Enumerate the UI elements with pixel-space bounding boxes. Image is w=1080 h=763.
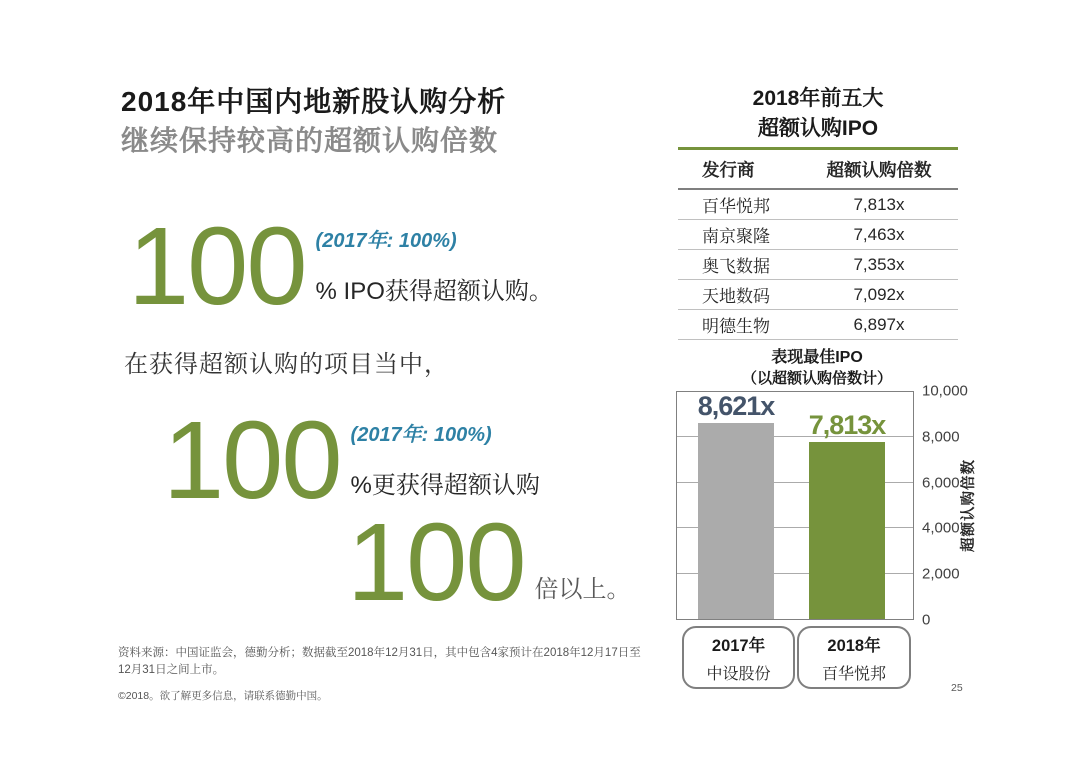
- issuer-cell: 奥飞数据: [702, 257, 770, 276]
- y-tick: 8,000: [922, 428, 960, 446]
- stat-suffix: %更获得超额认购: [350, 472, 540, 499]
- y-tick: 10,000: [922, 382, 968, 400]
- top5-oversubscription-table: [678, 147, 958, 340]
- table-title: [678, 84, 958, 144]
- category-year: 2017年: [711, 636, 766, 655]
- stat-value: 100: [163, 399, 341, 522]
- table-row: [678, 310, 958, 340]
- y-tick: 4,000: [922, 519, 960, 537]
- issuer-cell: 天地数码: [702, 287, 770, 306]
- column-header-multiple: 超额认购倍数: [826, 159, 932, 180]
- y-axis-title: 超额认购倍数: [960, 459, 977, 552]
- category-year: 2018年: [827, 636, 881, 655]
- stat-value: 100: [128, 205, 306, 328]
- bar-2018-baihua: [808, 409, 886, 619]
- stat-annotation: (2017年: 100%): [350, 424, 492, 446]
- table-row: [678, 250, 958, 280]
- table-row: [678, 220, 958, 250]
- source-note: [118, 645, 641, 680]
- issuer-cell: 明德生物: [702, 317, 770, 336]
- bar-2017-zhongshe: [697, 391, 775, 619]
- stat-block-more-oversubscribed: [163, 399, 540, 522]
- stat-intro-text: 在获得超额认购的项目当中，: [124, 351, 449, 378]
- stat-side: [351, 418, 540, 502]
- bar-value-label: 8,621x: [697, 391, 775, 422]
- page-subtitle: 继续保持较高的超额认购倍数: [121, 125, 499, 156]
- category-company: 百华悦邦: [821, 665, 886, 683]
- stat-suffix: 倍以上。: [534, 576, 631, 603]
- multiple-cell: 7,813x: [853, 194, 905, 214]
- page-title: 2018年中国内地新股认购分析: [121, 86, 507, 117]
- stat-suffix: % IPO获得超额认购。: [315, 278, 553, 305]
- chart-title-line: 表现最佳IPO: [771, 349, 863, 366]
- issuer-cell: 南京聚隆: [702, 227, 770, 246]
- table-title-line1: 2018年前五大: [752, 87, 884, 110]
- multiple-cell: 6,897x: [853, 314, 905, 334]
- category-company: 中设股份: [706, 665, 771, 683]
- source-note-line2: 12月31日之间上市。: [118, 664, 225, 677]
- table-row: [678, 190, 958, 220]
- table-row: [678, 280, 958, 310]
- stat-value: 100: [347, 501, 525, 624]
- chart-subtitle-line: （以超额认购倍数计）: [741, 369, 892, 387]
- category-box-2018: [797, 626, 911, 689]
- bar-value-label: 7,813x: [808, 409, 886, 440]
- source-note-line1: 资料来源：中国证监会，德勤分析；数据截至2018年12月31日，其中包含4家预计在2018年12月17日至: [118, 647, 641, 659]
- stat-side: [535, 522, 631, 604]
- issuer-cell: 百华悦邦: [702, 197, 770, 216]
- chart-title: [676, 347, 958, 389]
- table-header-row: [678, 150, 958, 190]
- bar-chart-plot-area: [676, 391, 914, 620]
- y-tick: 0: [922, 611, 931, 629]
- multiple-cell: 7,463x: [853, 224, 905, 244]
- page-number: 25: [951, 682, 963, 694]
- copyright-note: ©2018。欲了解更多信息，请联系德勤中国。: [118, 690, 328, 702]
- column-header-issuer: 发行商: [702, 159, 755, 180]
- stat-annotation: (2017年: 100%): [315, 230, 457, 252]
- category-box-2017: [682, 626, 795, 689]
- stat-side: [316, 224, 553, 308]
- y-tick: 2,000: [922, 565, 960, 583]
- table-title-line2: 超额认购IPO: [757, 116, 879, 140]
- multiple-cell: 7,353x: [853, 254, 905, 274]
- stat-block-times-over: [347, 501, 631, 624]
- y-tick: 6,000: [922, 474, 960, 492]
- stat-block-oversubscribed: [128, 205, 553, 328]
- multiple-cell: 7,092x: [853, 284, 905, 304]
